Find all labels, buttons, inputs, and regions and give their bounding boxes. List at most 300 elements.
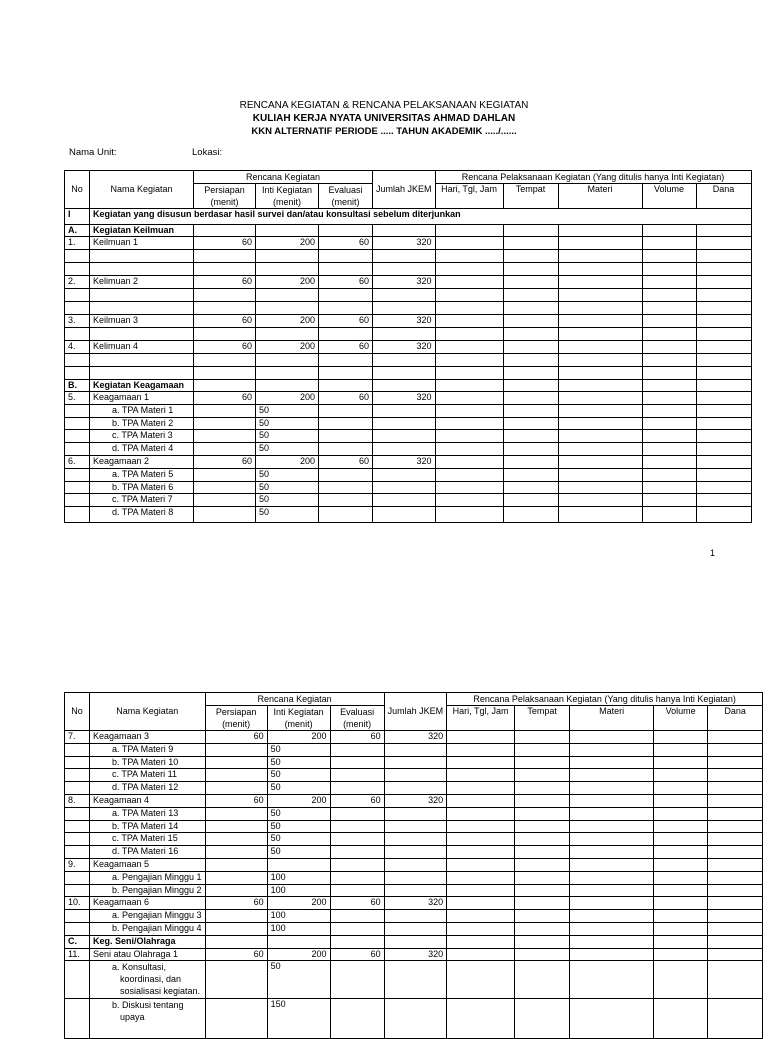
empty-cell <box>447 769 515 782</box>
empty-cell <box>330 961 384 999</box>
empty-cell <box>503 341 558 354</box>
empty-cell <box>447 871 515 884</box>
unit-label: Nama Unit: <box>69 147 117 158</box>
empty-cell <box>570 897 654 910</box>
empty-cell <box>256 328 319 341</box>
empty-cell <box>642 263 696 276</box>
col-header-persiapan: Persiapan (menit) <box>194 184 256 209</box>
jkem-value: 320 <box>384 794 447 807</box>
empty-cell <box>65 807 90 820</box>
empty-cell <box>267 858 330 871</box>
empty-cell <box>65 367 90 380</box>
activity-row <box>65 455 752 468</box>
inti-value: 50 <box>267 961 330 999</box>
sub-activity-name: b. Pengajian Minggu 4 <box>90 922 206 935</box>
empty-cell <box>642 455 696 468</box>
empty-cell <box>330 833 384 846</box>
sub-activity-line: a. Konsultasi, <box>112 962 167 973</box>
empty-cell <box>558 315 642 328</box>
jkem-value: 320 <box>384 948 447 961</box>
empty-cell <box>696 404 751 417</box>
empty-cell <box>708 807 763 820</box>
sub-activity-row <box>65 820 763 833</box>
empty-cell <box>558 276 642 289</box>
empty-cell <box>570 833 654 846</box>
empty-cell <box>319 225 373 237</box>
section-no: B. <box>65 380 90 392</box>
empty-cell <box>319 468 373 481</box>
empty-cell <box>570 731 654 744</box>
empty-cell <box>708 884 763 897</box>
empty-cell <box>503 250 558 263</box>
sub-activity-row <box>65 846 763 859</box>
empty-cell <box>515 948 570 961</box>
empty-cell <box>65 494 90 507</box>
row-no: 7. <box>65 731 90 744</box>
empty-cell <box>503 404 558 417</box>
empty-cell <box>319 289 373 302</box>
header-line-2: KULIAH KERJA NYATA UNIVERSITAS AHMAD DAHLAN <box>252 113 516 124</box>
row-no: 5. <box>65 392 90 405</box>
empty-cell <box>65 481 90 494</box>
empty-cell <box>435 225 503 237</box>
empty-cell <box>194 481 256 494</box>
empty-cell <box>447 884 515 897</box>
activity-name: Keilmuan 1 <box>90 237 194 250</box>
blank-row <box>65 354 752 367</box>
empty-cell <box>90 302 194 315</box>
lokasi-label: Lokasi: <box>192 147 223 158</box>
col-header-evaluasi: Evaluasi (menit) <box>330 706 384 731</box>
inti-value: 50 <box>267 756 330 769</box>
evaluasi-value: 60 <box>319 276 373 289</box>
empty-cell <box>708 999 763 1039</box>
inti-value: 50 <box>267 807 330 820</box>
inti-value: 50 <box>256 443 319 456</box>
inti-value: 200 <box>256 276 319 289</box>
empty-cell <box>570 756 654 769</box>
empty-cell <box>194 380 256 392</box>
empty-cell <box>642 276 696 289</box>
empty-cell <box>642 380 696 392</box>
empty-cell <box>558 263 642 276</box>
empty-cell <box>515 999 570 1039</box>
empty-cell <box>205 820 267 833</box>
empty-cell <box>65 871 90 884</box>
jkem-value: 320 <box>373 455 436 468</box>
empty-cell <box>642 315 696 328</box>
empty-cell <box>642 417 696 430</box>
empty-cell <box>319 507 373 523</box>
empty-cell <box>654 794 708 807</box>
persiapan-value: 60 <box>194 276 256 289</box>
empty-cell <box>65 404 90 417</box>
empty-cell <box>65 263 90 276</box>
empty-cell <box>654 769 708 782</box>
activity-name: Keagamaan 2 <box>90 455 194 468</box>
sub-activity-name: b. TPA Materi 14 <box>90 820 206 833</box>
empty-cell <box>373 507 436 523</box>
empty-cell <box>384 884 447 897</box>
table-header-row <box>65 171 752 184</box>
section-no: I <box>65 209 90 225</box>
empty-cell <box>696 455 751 468</box>
empty-cell <box>708 858 763 871</box>
empty-cell <box>90 328 194 341</box>
empty-cell <box>570 948 654 961</box>
empty-cell <box>558 417 642 430</box>
col-header-no: No <box>65 693 90 731</box>
empty-cell <box>384 999 447 1039</box>
blank-row <box>65 289 752 302</box>
col-header-rencana: Rencana Kegiatan <box>194 171 373 184</box>
inti-value: 50 <box>256 494 319 507</box>
empty-cell <box>558 507 642 523</box>
col-header-materi: Materi <box>570 706 654 731</box>
empty-cell <box>330 756 384 769</box>
col-header-no: No <box>65 171 90 209</box>
empty-cell <box>515 858 570 871</box>
empty-cell <box>558 328 642 341</box>
empty-cell <box>205 743 267 756</box>
empty-cell <box>194 404 256 417</box>
empty-cell <box>373 494 436 507</box>
empty-cell <box>194 328 256 341</box>
sub-activity-row <box>65 782 763 795</box>
empty-cell <box>435 354 503 367</box>
empty-cell <box>65 443 90 456</box>
empty-cell <box>696 250 751 263</box>
section-row <box>65 380 752 392</box>
empty-cell <box>373 289 436 302</box>
empty-cell <box>384 858 447 871</box>
evaluasi-value: 60 <box>330 948 384 961</box>
blank-row <box>65 302 752 315</box>
sub-activity-row <box>65 833 763 846</box>
empty-cell <box>447 846 515 859</box>
empty-cell <box>384 922 447 935</box>
empty-cell <box>65 782 90 795</box>
empty-cell <box>642 341 696 354</box>
empty-cell <box>642 289 696 302</box>
empty-cell <box>65 769 90 782</box>
empty-cell <box>696 430 751 443</box>
empty-cell <box>256 380 319 392</box>
empty-cell <box>642 392 696 405</box>
section-no: A. <box>65 225 90 237</box>
empty-cell <box>515 756 570 769</box>
sub-activity-row <box>65 884 763 897</box>
inti-value: 50 <box>256 430 319 443</box>
empty-cell <box>447 782 515 795</box>
inti-value: 50 <box>267 743 330 756</box>
empty-cell <box>194 468 256 481</box>
empty-cell <box>205 999 267 1039</box>
empty-cell <box>558 392 642 405</box>
empty-cell <box>558 341 642 354</box>
empty-cell <box>205 858 267 871</box>
activity-row <box>65 276 752 289</box>
empty-cell <box>194 225 256 237</box>
blank-row <box>65 263 752 276</box>
empty-cell <box>696 392 751 405</box>
empty-cell <box>570 858 654 871</box>
sub-activity-name <box>90 961 206 999</box>
empty-cell <box>447 820 515 833</box>
activity-row <box>65 948 763 961</box>
empty-cell <box>654 910 708 923</box>
sub-activity-name: a. TPA Materi 9 <box>90 743 206 756</box>
empty-cell <box>570 922 654 935</box>
inti-value: 50 <box>267 820 330 833</box>
empty-cell <box>319 443 373 456</box>
empty-cell <box>65 910 90 923</box>
sub-activity-line: upaya <box>120 1012 145 1023</box>
empty-cell <box>642 328 696 341</box>
empty-cell <box>373 481 436 494</box>
empty-cell <box>435 443 503 456</box>
sub-activity-row <box>65 404 752 417</box>
empty-cell <box>558 430 642 443</box>
section-title: Kegiatan yang disusun berdasar hasil survei dan/atau konsultasi sebelum diterjunkan <box>90 209 752 225</box>
empty-cell <box>256 250 319 263</box>
empty-cell <box>319 494 373 507</box>
sub-activity-row <box>65 443 752 456</box>
sub-activity-line: b. Diskusi tentang <box>112 1000 184 1011</box>
empty-cell <box>435 481 503 494</box>
empty-cell <box>435 276 503 289</box>
empty-cell <box>570 807 654 820</box>
empty-cell <box>642 468 696 481</box>
sub-activity-row <box>65 807 763 820</box>
empty-cell <box>642 354 696 367</box>
empty-cell <box>319 404 373 417</box>
empty-cell <box>330 871 384 884</box>
empty-cell <box>515 731 570 744</box>
empty-cell <box>373 263 436 276</box>
empty-cell <box>696 289 751 302</box>
empty-cell <box>373 430 436 443</box>
empty-cell <box>708 871 763 884</box>
inti-value: 50 <box>267 782 330 795</box>
activity-name: Keagamaan 6 <box>90 897 206 910</box>
sub-activity-name: d. TPA Materi 16 <box>90 846 206 859</box>
empty-cell <box>447 961 515 999</box>
col-header-jkem: Jumlah JKEM <box>373 171 436 209</box>
col-header-hari: Hari, Tgl, Jam <box>435 184 503 209</box>
empty-cell <box>708 897 763 910</box>
empty-cell <box>708 922 763 935</box>
evaluasi-value: 60 <box>330 897 384 910</box>
empty-cell <box>205 756 267 769</box>
row-no: 8. <box>65 794 90 807</box>
activity-row <box>65 731 763 744</box>
empty-cell <box>515 807 570 820</box>
section-title: Kegiatan Keilmuan <box>90 225 194 237</box>
col-header-materi: Materi <box>558 184 642 209</box>
empty-cell <box>194 443 256 456</box>
col-header-dana: Dana <box>708 706 763 731</box>
col-header-dana: Dana <box>696 184 751 209</box>
empty-cell <box>447 922 515 935</box>
empty-cell <box>205 807 267 820</box>
inti-value: 100 <box>267 884 330 897</box>
persiapan-value: 60 <box>194 237 256 250</box>
empty-cell <box>435 417 503 430</box>
jkem-value: 320 <box>373 315 436 328</box>
empty-cell <box>654 897 708 910</box>
empty-cell <box>65 756 90 769</box>
activity-name: Kelimuan 4 <box>90 341 194 354</box>
empty-cell <box>65 507 90 523</box>
inti-value: 100 <box>267 922 330 935</box>
empty-cell <box>256 302 319 315</box>
empty-cell <box>696 328 751 341</box>
row-no: 11. <box>65 948 90 961</box>
empty-cell <box>503 354 558 367</box>
empty-cell <box>384 756 447 769</box>
empty-cell <box>570 884 654 897</box>
empty-cell <box>696 315 751 328</box>
empty-cell <box>570 820 654 833</box>
empty-cell <box>373 367 436 380</box>
empty-cell <box>256 354 319 367</box>
empty-cell <box>515 897 570 910</box>
col-header-volume: Volume <box>642 184 696 209</box>
sub-activity-line: sosialisasi kegiatan. <box>120 986 201 997</box>
empty-cell <box>65 468 90 481</box>
sub-activity-name: d. TPA Materi 12 <box>90 782 206 795</box>
persiapan-value: 60 <box>194 455 256 468</box>
empty-cell <box>654 871 708 884</box>
inti-value: 200 <box>267 948 330 961</box>
activity-name: Keagamaan 5 <box>90 858 206 871</box>
row-no: 9. <box>65 858 90 871</box>
inti-value: 50 <box>267 769 330 782</box>
empty-cell <box>435 468 503 481</box>
sub-activity-name: b. TPA Materi 10 <box>90 756 206 769</box>
empty-cell <box>90 250 194 263</box>
empty-cell <box>384 846 447 859</box>
blank-row <box>65 367 752 380</box>
sub-activity-name <box>90 999 206 1039</box>
empty-cell <box>447 935 515 948</box>
empty-cell <box>570 999 654 1039</box>
empty-cell <box>435 455 503 468</box>
empty-cell <box>65 999 90 1039</box>
empty-cell <box>696 237 751 250</box>
empty-cell <box>373 404 436 417</box>
inti-value: 200 <box>256 392 319 405</box>
activity-name: Keagamaan 3 <box>90 731 206 744</box>
empty-cell <box>642 225 696 237</box>
empty-cell <box>373 443 436 456</box>
empty-cell <box>503 263 558 276</box>
empty-cell <box>447 731 515 744</box>
empty-cell <box>654 820 708 833</box>
empty-cell <box>558 380 642 392</box>
empty-cell <box>696 263 751 276</box>
empty-cell <box>570 910 654 923</box>
sub-activity-name: a. Pengajian Minggu 1 <box>90 871 206 884</box>
empty-cell <box>256 263 319 276</box>
sub-activity-name: b. TPA Materi 6 <box>90 481 194 494</box>
empty-cell <box>558 443 642 456</box>
activity-name: Kelimuan 2 <box>90 276 194 289</box>
empty-cell <box>558 289 642 302</box>
evaluasi-value: 60 <box>330 731 384 744</box>
sub-activity-row <box>65 756 763 769</box>
inti-value: 200 <box>256 237 319 250</box>
empty-cell <box>708 756 763 769</box>
empty-cell <box>267 935 330 948</box>
empty-cell <box>435 289 503 302</box>
empty-cell <box>696 276 751 289</box>
empty-cell <box>503 225 558 237</box>
sub-activity-name: c. TPA Materi 15 <box>90 833 206 846</box>
empty-cell <box>319 328 373 341</box>
evaluasi-value: 60 <box>319 392 373 405</box>
empty-cell <box>447 948 515 961</box>
empty-cell <box>708 794 763 807</box>
empty-cell <box>654 743 708 756</box>
empty-cell <box>435 507 503 523</box>
empty-cell <box>708 846 763 859</box>
empty-cell <box>654 731 708 744</box>
empty-cell <box>384 743 447 756</box>
section-title: Kegiatan Keagamaan <box>90 380 194 392</box>
empty-cell <box>384 910 447 923</box>
empty-cell <box>65 833 90 846</box>
empty-cell <box>503 443 558 456</box>
empty-cell <box>65 922 90 935</box>
persiapan-value: 60 <box>194 392 256 405</box>
empty-cell <box>319 367 373 380</box>
empty-cell <box>330 846 384 859</box>
empty-cell <box>330 782 384 795</box>
empty-cell <box>515 935 570 948</box>
empty-cell <box>558 494 642 507</box>
jkem-value: 320 <box>373 237 436 250</box>
sub-activity-name: d. TPA Materi 8 <box>90 507 194 523</box>
row-no: 6. <box>65 455 90 468</box>
empty-cell <box>642 404 696 417</box>
empty-cell <box>447 794 515 807</box>
jkem-value: 320 <box>373 341 436 354</box>
inti-value: 50 <box>256 417 319 430</box>
section-row <box>65 209 752 225</box>
sub-activity-name: a. TPA Materi 1 <box>90 404 194 417</box>
empty-cell <box>696 354 751 367</box>
empty-cell <box>65 743 90 756</box>
sub-activity-row <box>65 494 752 507</box>
empty-cell <box>373 328 436 341</box>
evaluasi-value: 60 <box>319 237 373 250</box>
empty-cell <box>435 263 503 276</box>
row-no: 10. <box>65 897 90 910</box>
row-no: 2. <box>65 276 90 289</box>
row-no: 3. <box>65 315 90 328</box>
empty-cell <box>515 833 570 846</box>
empty-cell <box>558 237 642 250</box>
activity-table-page-2 <box>64 692 763 1039</box>
activity-table-page-1 <box>64 170 752 523</box>
empty-cell <box>384 833 447 846</box>
empty-cell <box>330 884 384 897</box>
empty-cell <box>570 794 654 807</box>
empty-cell <box>319 481 373 494</box>
empty-cell <box>570 769 654 782</box>
